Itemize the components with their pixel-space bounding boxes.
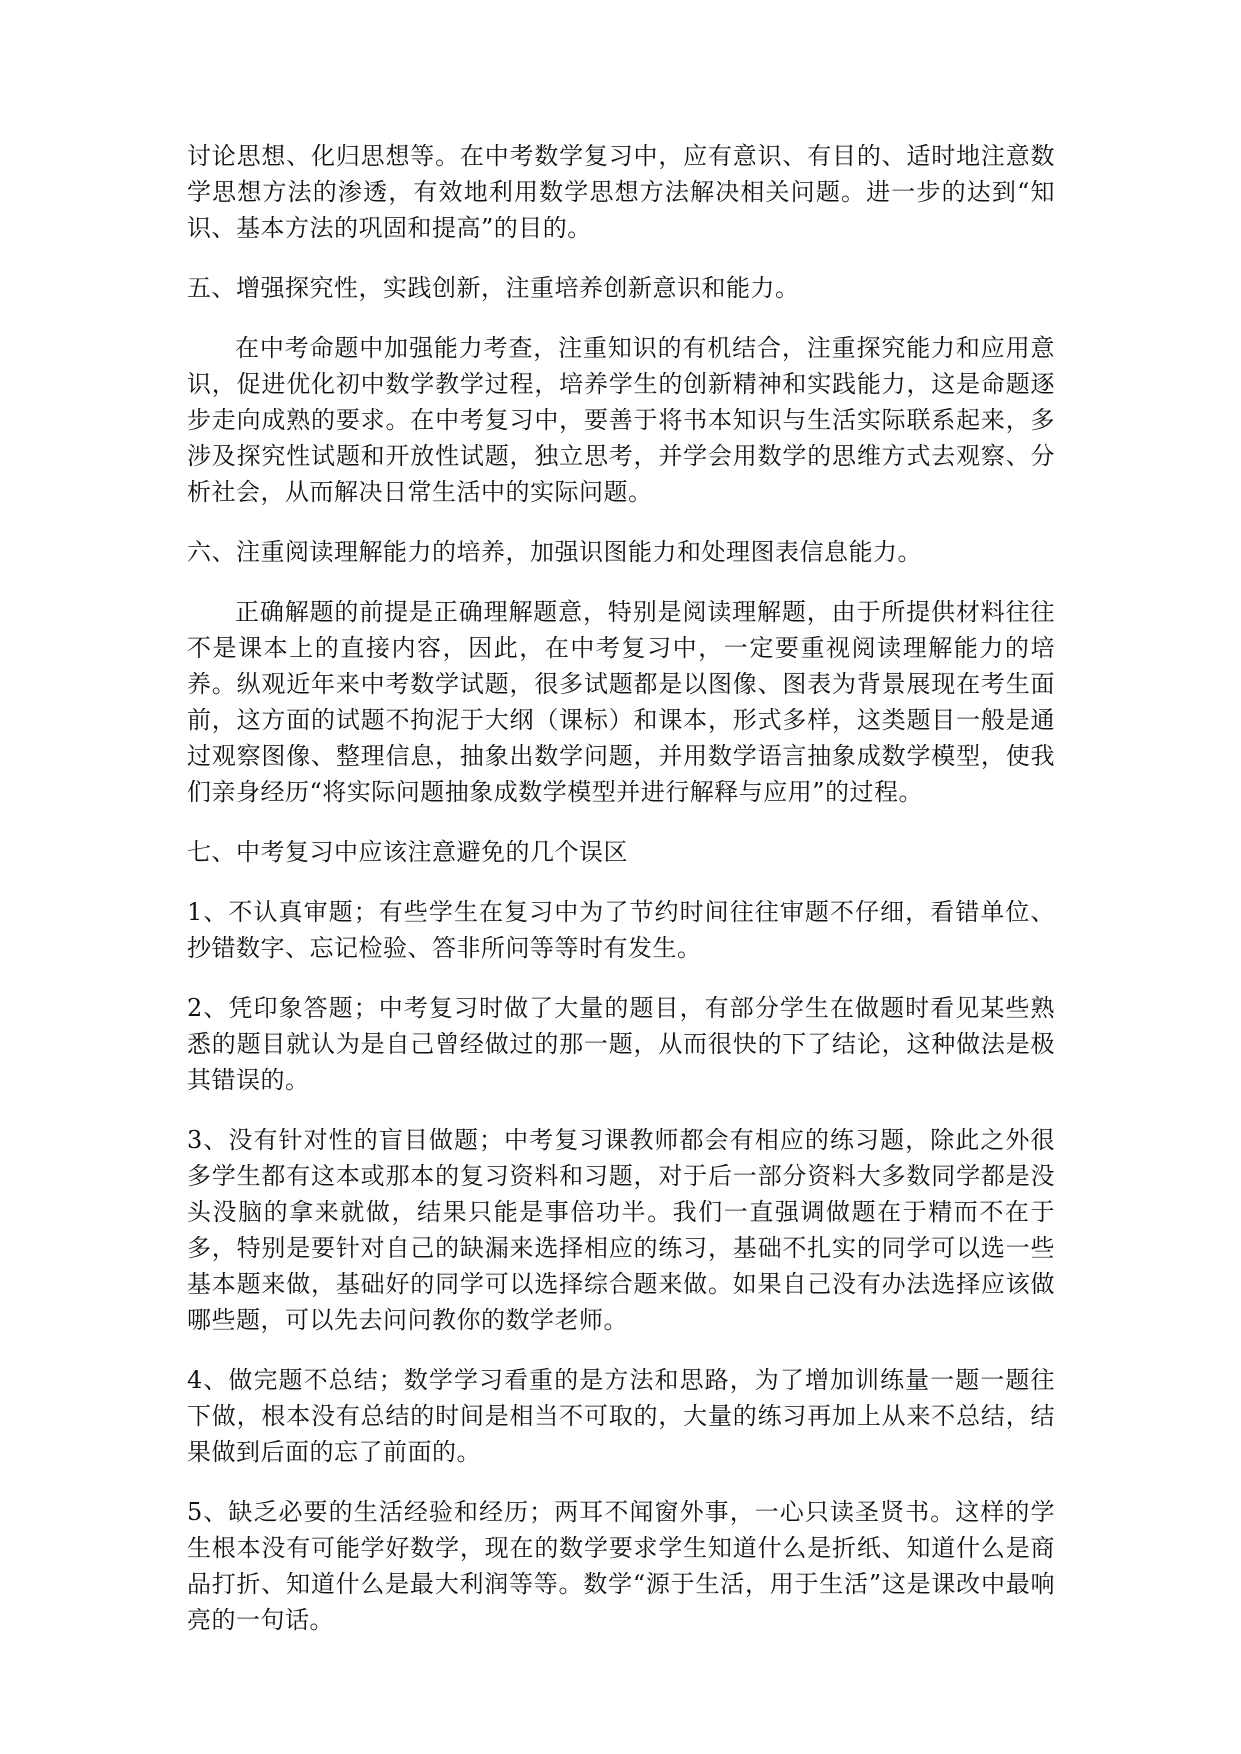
- section-heading-6: 六、注重阅读理解能力的培养，加强识图能力和处理图表信息能力。: [187, 538, 922, 566]
- paragraph-reading-comprehension: 正确解题的前提是正确理解题意，特别是阅读理解题，由于所提供材料往往不是课本上的直接内容，因此，在中考复习中，一定要重视阅读理解能力的培养。纵观近年来中考数学试题，很多试题都是以图像、图表为背景展现在考生面前，这方面的试题不拘泥于大纲（课标）和课本，形式多样，这类题目一般是通过观察图像、整理信息，抽象出数学问题，并用数学语言抽象成数学模型，使我们亲身经历“将实际问题抽象成数学模型并进行解释与应用”的过程。: [187, 598, 1055, 806]
- list-item-mistake-1: 1、不认真审题；有些学生在复习中为了节约时间往往审题不仔细，看错单位、抄错数字、忘记检验、答非所问等等时有发生。: [187, 898, 1055, 962]
- paragraph-math-thinking-methods: 讨论思想、化归思想等。在中考数学复习中，应有意识、有目的、适时地注意数学思想方法的渗透，有效地利用数学思想方法解决相关问题。进一步的达到“知识、基本方法的巩固和提高”的目的。: [187, 142, 1055, 242]
- list-item-mistake-4: 4、做完题不总结；数学学习看重的是方法和思路，为了增加训练量一题一题往下做，根本没有总结的时间是相当不可取的，大量的练习再加上从来不总结，结果做到后面的忘了前面的。: [187, 1366, 1055, 1466]
- list-item-mistake-2: 2、凭印象答题；中考复习时做了大量的题目，有部分学生在做题时看见某些熟悉的题目就认为是自己曾经做过的那一题，从而很快的下了结论，这种做法是极其错误的。: [187, 994, 1055, 1094]
- list-item-mistake-5: 5、缺乏必要的生活经验和经历；两耳不闻窗外事，一心只读圣贤书。这样的学生根本没有可能学好数学，现在的数学要求学生知道什么是折纸、知道什么是商品打折、知道什么是最大利润等等。数学“源于生活，用于生活”这是课改中最响亮的一句话。: [187, 1498, 1055, 1634]
- document-page: [187, 138, 1055, 1662]
- section-heading-5: 五、增强探究性，实践创新，注重培养创新意识和能力。: [187, 274, 800, 302]
- section-heading-7: 七、中考复习中应该注意避免的几个误区: [187, 838, 628, 866]
- list-item-mistake-3: 3、没有针对性的盲目做题；中考复习课教师都会有相应的练习题，除此之外很多学生都有这本或那本的复习资料和习题，对于后一部分资料大多数同学都是没头没脑的拿来就做，结果只能是事倍功半。我们一直强调做题在于精而不在于多，特别是要针对自己的缺漏来选择相应的练习，基础不扎实的同学可以选一些基本题来做，基础好的同学可以选择综合题来做。如果自己没有办法选择应该做哪些题，可以先去问问教你的数学老师。: [187, 1126, 1055, 1334]
- paragraph-innovation-ability: 在中考命题中加强能力考查，注重知识的有机结合，注重探究能力和应用意识，促进优化初中数学教学过程，培养学生的创新精神和实践能力，这是命题逐步走向成熟的要求。在中考复习中，要善于将书本知识与生活实际联系起来，多涉及探究性试题和开放性试题，独立思考，并学会用数学的思维方式去观察、分析社会，从而解决日常生活中的实际问题。: [187, 334, 1055, 506]
